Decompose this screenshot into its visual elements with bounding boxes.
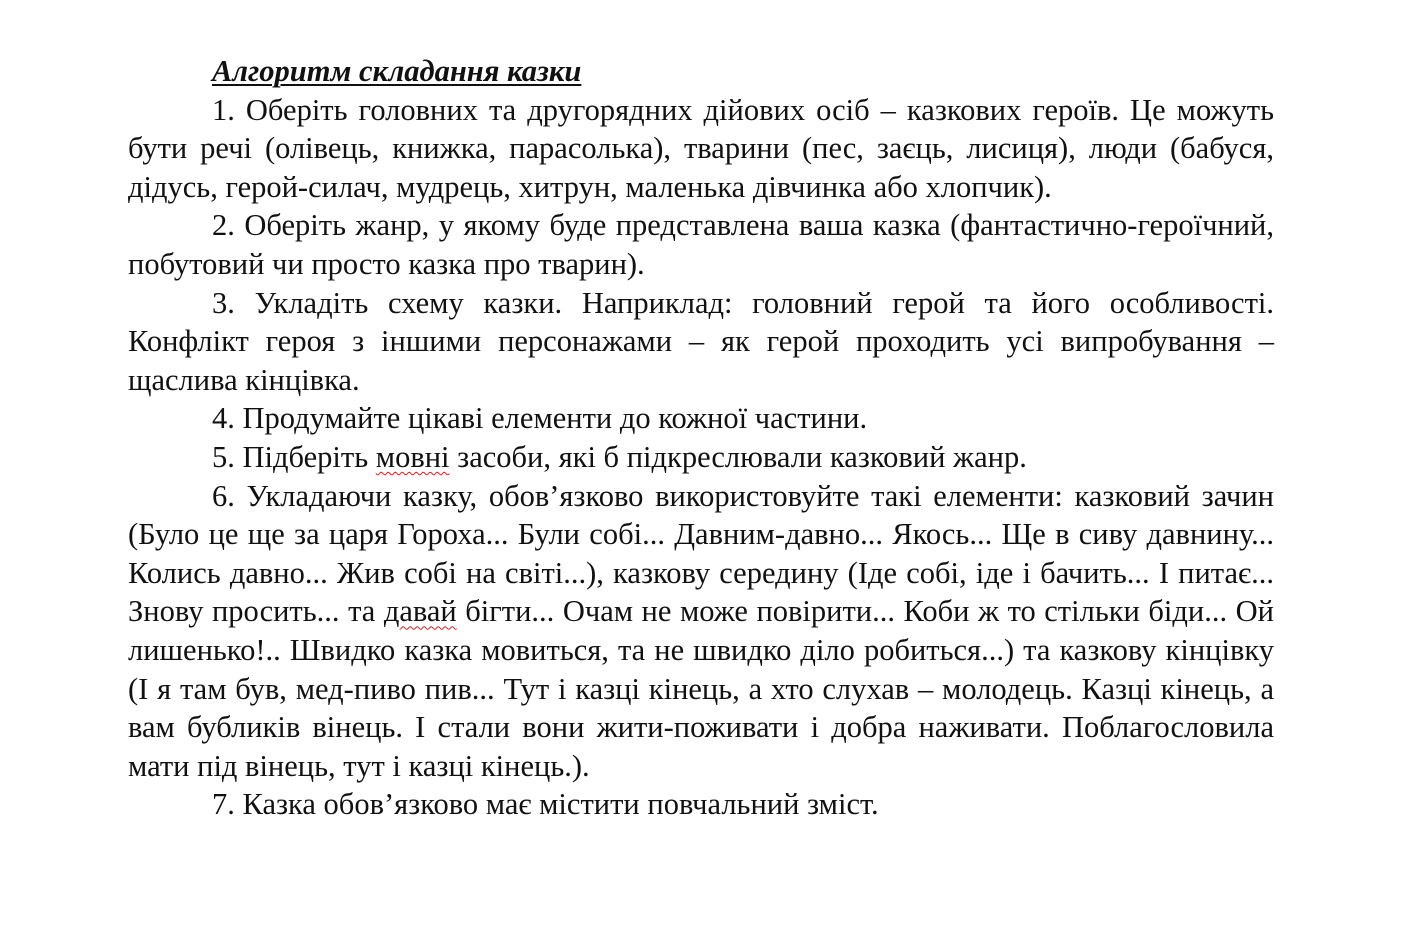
list-item-6-text-end: бігти... Очам не може повірити... Коби ж то стільки біди... Ой лишенько!.. Швидко казка мовиться, та не швидко діло робиться...) та казкову кінцівку (І я там був, мед-пиво пив... Тут і казці кінець, а хто слухав – молодець. Казці кінець, а вам бубликів вінець. І стали вони жити-поживати і добра наживати. Поблагословила мати під вінець, тут і казці кінець.). (128, 594, 1274, 783)
document-title: Алгоритм складання казки (212, 54, 582, 88)
list-item-5 (128, 438, 1274, 477)
list-item-6-text-start: 6. Укладаючи казку, обов’язково використовуйте такі елементи: казковий зачин (Було це ще за царя Гороха... Були собі... Давним-давно... Якось... Ще в сиву давнину... Колись давно... Жив собі на світі...), казкову середину (Іде собі, іде і бачить... І питає... Знову просить... та (128, 478, 1274, 629)
list-item-5-text-start: 5. Підберіть (212, 439, 376, 474)
list-item-6 (128, 477, 1274, 786)
list-item-3: 3. Укладіть схему казки. Наприклад: головний герой та його особливості. Конфлікт героя з іншими персонажами – як герой проходить усі випробування – щаслива кінцівка. (128, 285, 1274, 397)
list-item-4: 4. Продумайте цікаві елементи до кожної частини. (212, 401, 868, 436)
spellcheck-flagged-word[interactable]: давай (383, 594, 457, 629)
list-item-5-text-end: засоби, які б підкреслювали казковий жанр. (449, 439, 1027, 474)
document-body (128, 52, 1274, 824)
spellcheck-flagged-word[interactable]: мовні (375, 439, 450, 474)
list-item-2: 2. Оберіть жанр, у якому буде представлена ваша казка (фантастично-героїчний, побутовий чи просто казка про тварин). (128, 208, 1274, 281)
list-item-7: 7. Казка обов’язково має містити повчальний зміст. (212, 787, 879, 822)
list-item-1: 1. Оберіть головних та другорядних дійових осіб – казкових героїв. Це можуть бути речі (олівець, книжка, парасолька), тварини (пес, заєць, лисиця), люди (бабуся, дідусь, герой-силач, мудрець, хитрун, маленька дівчинка або хлопчик). (128, 92, 1274, 204)
